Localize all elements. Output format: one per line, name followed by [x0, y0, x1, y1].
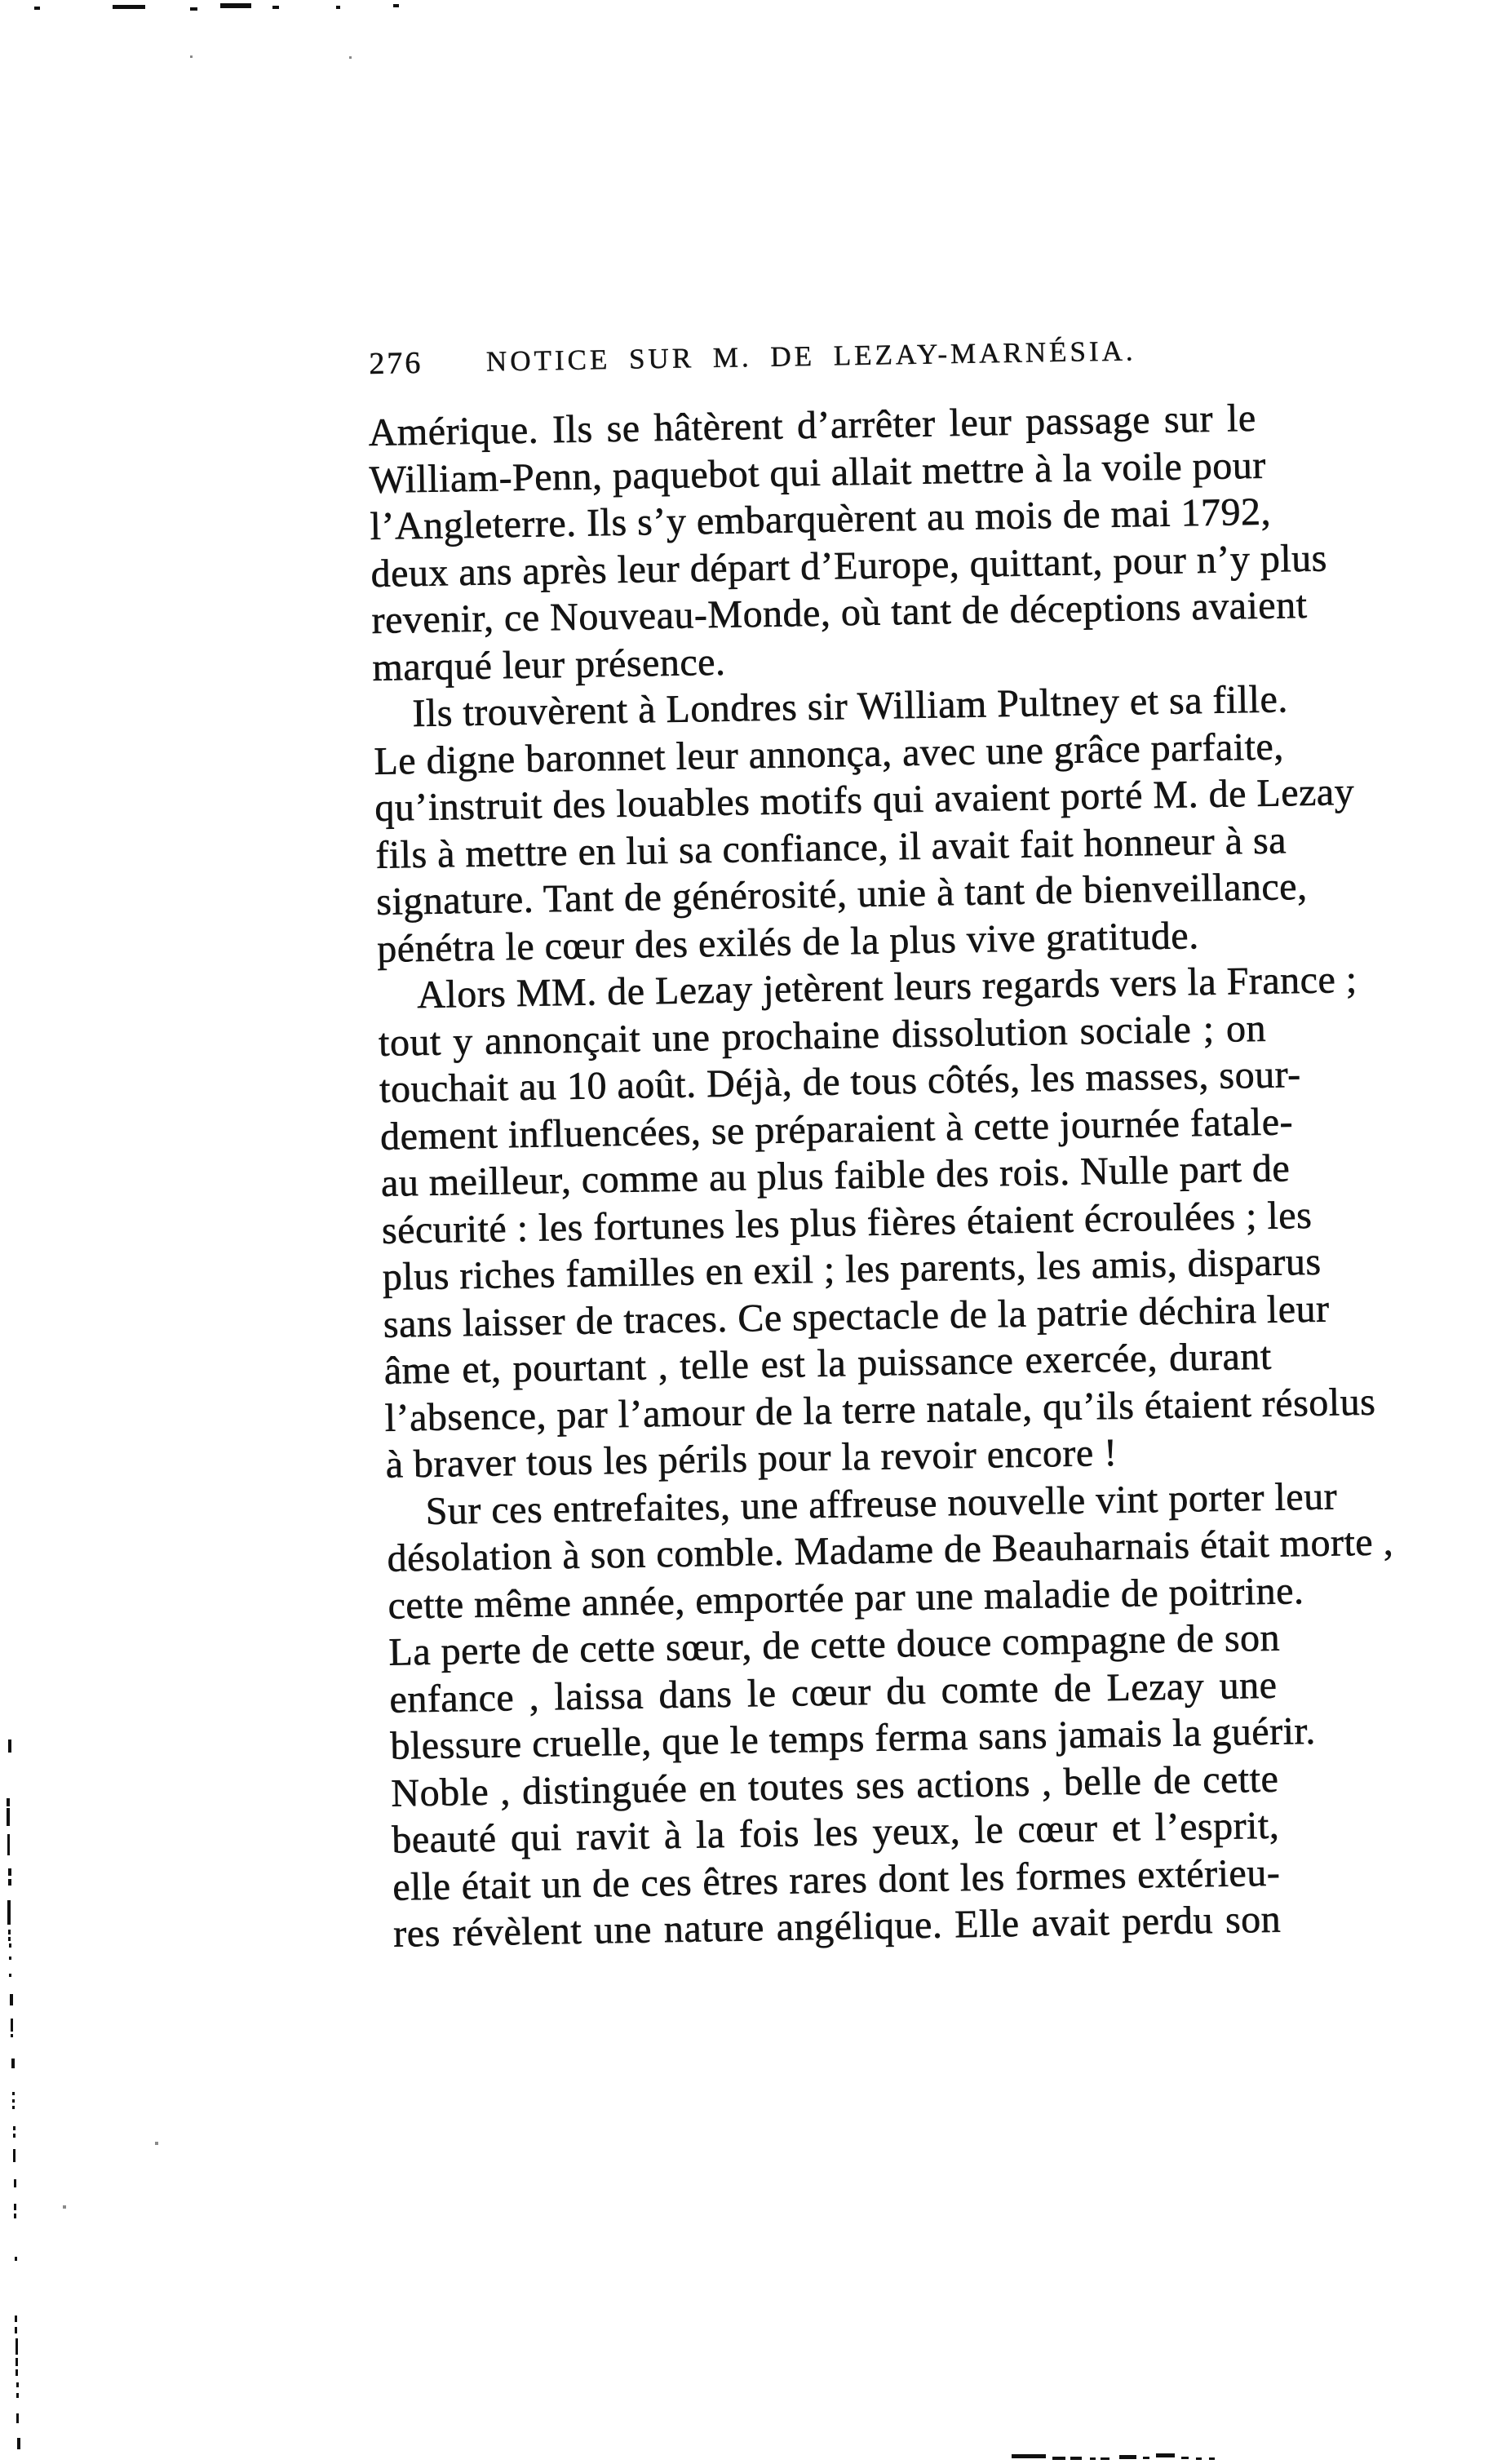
scan-artifact: [7, 1834, 10, 1855]
scan-artifact: [34, 7, 40, 10]
text-line: pénétra le cœur des exilés de la plus vive gratitude.: [376, 913, 1200, 971]
scan-artifact: [1156, 2453, 1175, 2457]
scan-artifact: [393, 4, 399, 7]
scan-artifact: [8, 1937, 11, 1941]
scan-artifact: [13, 2134, 16, 2138]
text-line: âme et, pourtant , telle est la puissance exercée, durant: [383, 1334, 1273, 1393]
text-line: Le digne baronnet leur annonça, avec une grâce parfaite,: [373, 724, 1285, 783]
scan-artifact: [16, 2338, 18, 2355]
text-line: l’Angleterre. Ils s’y embarquèrent au mois de mai 1792,: [370, 490, 1272, 548]
scan-artifact: [13, 2126, 16, 2130]
scan-artifact: [16, 2358, 18, 2366]
scan-artifact: [190, 7, 197, 11]
scan-artifact: [1196, 2457, 1202, 2460]
scan-artifact: [16, 2382, 19, 2387]
text-line: sans laisser de traces. Ce spectacle de la patrie déchira leur: [383, 1287, 1330, 1346]
text-line: tout y annonçait une prochaine dissolution sociale ; on: [378, 1006, 1267, 1065]
text-line: Sur ces entrefaites, une affreuse nouvelle vint porter leur: [425, 1474, 1338, 1533]
scan-artifact: [1181, 2457, 1189, 2459]
text-line: l’absence, par l’amour de la terre natale, qu’ils étaient résolus: [384, 1380, 1376, 1440]
scan-artifact: [12, 2092, 15, 2095]
running-title: NOTICE SUR M. DE LEZAY-MARNÉSIA.: [485, 335, 1136, 378]
scan-artifact: [11, 2034, 13, 2037]
scan-artifact: [8, 1739, 11, 1753]
scan-artifact: [10, 1994, 13, 2005]
text-line: qu’instruit des louables motifs qui avaient porté M. de Lezay: [374, 770, 1355, 830]
scan-artifact: [1070, 2457, 1082, 2460]
text-line: La perte de cette sœur, de cette douce compagne de son: [388, 1615, 1281, 1674]
scan-artifact: [15, 2316, 17, 2322]
scan-artifact: [349, 56, 352, 59]
scan-artifact: [9, 1957, 11, 1960]
text-line: Amérique. Ils se hâtèrent d’arrêter leur passage sur le: [368, 396, 1257, 454]
text-line: elle était un de ces êtres rares dont les formes extérieu-: [392, 1850, 1281, 1909]
scan-artifact: [272, 6, 279, 9]
text-line: enfance , laissa dans le cœur du comte de Lezay une: [389, 1663, 1278, 1722]
scan-artifact: [15, 2327, 17, 2333]
text-line: deux ans après leur départ d’Europe, quittant, pour n’y plus: [370, 536, 1328, 596]
text-line: signature. Tant de générosité, unie à tant de bienveillance,: [375, 864, 1308, 924]
scan-artifact: [63, 2205, 66, 2209]
text-line: dement influencées, se préparaient à cette journée fatale-: [379, 1099, 1294, 1159]
scan-artifact: [113, 5, 145, 9]
text-line: marqué leur présence.: [372, 640, 726, 689]
scan-artifact: [1052, 2457, 1065, 2460]
text-line: res révèlent une nature angélique. Elle avait perdu son: [392, 1897, 1282, 1956]
page-content: [367, 331, 1394, 1957]
text-line: Alors MM. de Lezay jetèrent leurs regards vers la France ;: [416, 957, 1358, 1017]
text-line: William-Penn, paquebot qui allait mettre à la voile pour: [369, 443, 1267, 502]
scan-artifact: [14, 2204, 16, 2210]
page-header: [367, 331, 1256, 380]
scan-artifact: [11, 2019, 13, 2032]
scan-artifact: [14, 2179, 16, 2187]
scan-artifact: [7, 1798, 10, 1806]
scan-artifact: [190, 55, 193, 58]
scan-artifact: [336, 6, 340, 9]
page-number: 276: [369, 345, 423, 381]
body-text: [368, 395, 1394, 1957]
text-line: Noble , distinguée en toutes ses actions , belle de cette: [390, 1757, 1279, 1815]
scan-artifact: [155, 2142, 158, 2145]
text-line: blessure cruelle, que le temps ferma sans jamais la guérir.: [390, 1708, 1317, 1768]
scan-artifact: [15, 2257, 17, 2261]
scan-artifact: [1209, 2457, 1215, 2460]
scan-artifact: [8, 1930, 11, 1934]
scan-artifact: [1101, 2457, 1109, 2460]
scan-artifact: [220, 3, 251, 8]
scan-artifact: [16, 2393, 19, 2398]
scan-artifact: [17, 2438, 20, 2449]
text-line: au meilleur, comme au plus faible des rois. Nulle part de: [380, 1146, 1291, 1205]
scan-artifact: [8, 1879, 11, 1886]
text-line: cette même année, emportée par une maladie de poitrine.: [388, 1568, 1304, 1628]
scan-artifact: [1012, 2454, 1046, 2458]
text-line: revenir, ce Nouveau-Monde, où tant de déceptions avaient: [371, 583, 1308, 642]
scan-artifact: [16, 2369, 18, 2376]
text-line: sécurité : les fortunes les plus fières étaient écroulées ; les: [381, 1193, 1313, 1252]
text-line: désolation à son comble. Madame de Beauharnais était morte ,: [387, 1520, 1394, 1580]
text-line: Ils trouvèrent à Londres sir William Pultney et sa fille.: [412, 677, 1289, 736]
text-line: touchait au 10 août. Déjà, de tous côtés, les masses, sour-: [379, 1053, 1302, 1111]
scan-artifact: [1119, 2455, 1136, 2459]
scan-artifact: [9, 1943, 11, 1948]
scan-artifact: [11, 2059, 15, 2068]
scan-artifact: [8, 1868, 11, 1876]
scan-artifact: [1090, 2457, 1096, 2460]
text-line: à braver tous les périls pour la revoir encore !: [385, 1430, 1118, 1487]
text-line: beauté qui ravit à la fois les yeux, le cœur et l’esprit,: [391, 1803, 1280, 1862]
scan-artifact: [7, 1900, 11, 1925]
text-line: fils à mettre en lui sa confiance, il avait fait honneur à sa: [374, 818, 1287, 877]
text-line: plus riches familles en exil ; les parents, les amis, disparus: [382, 1239, 1322, 1299]
scan-artifact: [1143, 2457, 1149, 2459]
scan-artifact: [9, 1974, 11, 1977]
scan-artifact: [12, 2099, 15, 2103]
scan-artifact: [7, 1808, 10, 1826]
scan-artifact: [12, 2106, 15, 2109]
scan-artifact: [16, 2413, 19, 2423]
scan-artifact: [14, 2214, 16, 2218]
scan-artifact: [13, 2149, 16, 2162]
